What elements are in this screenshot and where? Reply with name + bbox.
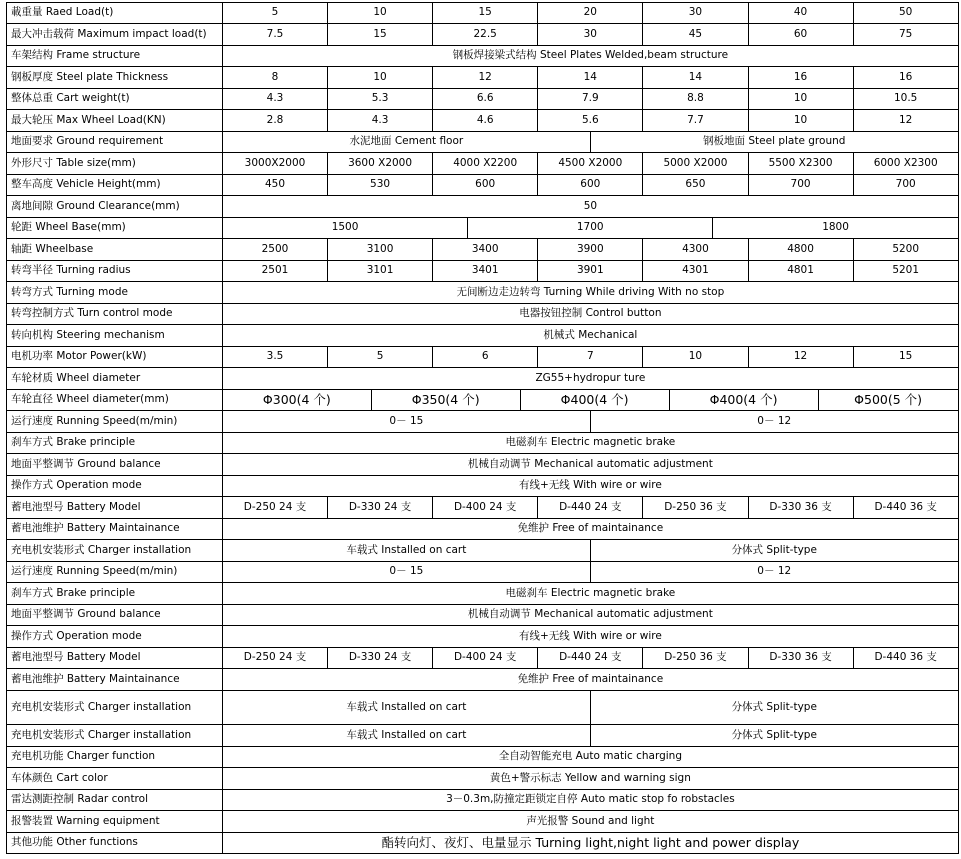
spec-value-cell: 2501 xyxy=(223,261,328,282)
spec-row-label: 轮距 Wheel Base(mm) xyxy=(7,218,223,239)
spec-value-cell: 7.5 xyxy=(223,24,328,46)
spec-row xyxy=(7,669,959,691)
spec-value-cell: 45 xyxy=(643,24,748,46)
spec-row-label: 充电机安装形式 Charger installation xyxy=(7,725,223,747)
spec-row-label: 转弯控制方式 Turn control mode xyxy=(7,304,223,325)
spec-value-cell: D-330 24 支 xyxy=(328,497,433,519)
spec-value-cell: 1700 xyxy=(468,218,713,239)
spec-value-cell: 钢板地面 Steel plate ground xyxy=(590,132,958,153)
spec-value-cell: 5.3 xyxy=(328,89,433,110)
spec-value-cell: 3－0.3m,防撞定距锁定自停 Auto matic stop fo robstacles xyxy=(223,790,959,811)
spec-value-cell: 30 xyxy=(643,3,748,24)
spec-value-cell: Φ500(5 个) xyxy=(818,390,958,411)
spec-row xyxy=(7,433,959,454)
spec-row xyxy=(7,325,959,347)
spec-value-cell: ZG55+hydropur ture xyxy=(223,368,959,390)
spec-value-cell: 分体式 Split-type xyxy=(590,540,958,562)
spec-value-cell: 20 xyxy=(538,3,643,24)
specification-table-body xyxy=(7,3,959,854)
spec-row xyxy=(7,261,959,282)
spec-value-cell: 8.8 xyxy=(643,89,748,110)
spec-value-cell: D-330 24 支 xyxy=(328,648,433,669)
spec-row-label: 运行速度 Running Speed(m/min) xyxy=(7,411,223,433)
spec-row-label: 车轮材质 Wheel diameter xyxy=(7,368,223,390)
spec-value-cell: 4000 X2200 xyxy=(433,153,538,175)
spec-value-cell: 10 xyxy=(328,67,433,89)
spec-value-cell: 0－ 12 xyxy=(590,411,958,433)
spec-row xyxy=(7,497,959,519)
spec-value-cell: 电器按钮控制 Control button xyxy=(223,304,959,325)
spec-row-label: 充电机安装形式 Charger installation xyxy=(7,540,223,562)
spec-value-cell: 电磁刹车 Electric magnetic brake xyxy=(223,433,959,454)
spec-value-cell: 22.5 xyxy=(433,24,538,46)
spec-row-label: 报警装置 Warning equipment xyxy=(7,811,223,833)
spec-row xyxy=(7,411,959,433)
spec-row-label: 蓄电池型号 Battery Model xyxy=(7,497,223,519)
spec-row xyxy=(7,46,959,67)
spec-value-cell: 15 xyxy=(433,3,538,24)
spec-row xyxy=(7,648,959,669)
spec-row-label: 最大轮压 Max Wheel Load(KN) xyxy=(7,110,223,132)
spec-row xyxy=(7,768,959,790)
spec-value-cell: 3101 xyxy=(328,261,433,282)
spec-value-cell: 6.6 xyxy=(433,89,538,110)
spec-value-cell: 10.5 xyxy=(853,89,958,110)
spec-row-label: 运行速度 Running Speed(m/min) xyxy=(7,562,223,583)
spec-row xyxy=(7,454,959,476)
spec-row xyxy=(7,196,959,218)
spec-value-cell: 黄色+警示标志 Yellow and warning sign xyxy=(223,768,959,790)
spec-value-cell: 3400 xyxy=(433,239,538,261)
spec-value-cell: 650 xyxy=(643,175,748,196)
spec-value-cell: 5000 X2000 xyxy=(643,153,748,175)
spec-value-cell: 15 xyxy=(853,347,958,368)
spec-value-cell: D-440 36 支 xyxy=(853,648,958,669)
spec-row xyxy=(7,153,959,175)
spec-value-cell: 4.3 xyxy=(223,89,328,110)
spec-row-label: 充电机功能 Charger function xyxy=(7,747,223,768)
spec-value-cell: 530 xyxy=(328,175,433,196)
spec-row xyxy=(7,218,959,239)
spec-value-cell: 12 xyxy=(433,67,538,89)
spec-row xyxy=(7,110,959,132)
spec-value-cell: 3.5 xyxy=(223,347,328,368)
spec-row xyxy=(7,132,959,153)
spec-row-label: 最大冲击载荷 Maximum impact load(t) xyxy=(7,24,223,46)
spec-value-cell: 5201 xyxy=(853,261,958,282)
spec-value-cell: 无间断边走边转弯 Turning While driving With no stop xyxy=(223,282,959,304)
spec-value-cell: 车载式 Installed on cart xyxy=(223,691,591,725)
spec-value-cell: 4301 xyxy=(643,261,748,282)
spec-value-cell: 4500 X2000 xyxy=(538,153,643,175)
spec-value-cell: 有线+无线 With wire or wire xyxy=(223,476,959,497)
spec-value-cell: 机械式 Mechanical xyxy=(223,325,959,347)
spec-value-cell: 3900 xyxy=(538,239,643,261)
spec-row xyxy=(7,89,959,110)
spec-row-label: 整体总重 Cart weight(t) xyxy=(7,89,223,110)
spec-row xyxy=(7,3,959,24)
spec-row-label: 載重量 Raed Load(t) xyxy=(7,3,223,24)
spec-row-label: 蓄电池维护 Battery Maintainance xyxy=(7,519,223,540)
spec-value-cell: 40 xyxy=(748,3,853,24)
spec-value-cell: 7 xyxy=(538,347,643,368)
spec-value-cell: 4.6 xyxy=(433,110,538,132)
spec-row xyxy=(7,562,959,583)
spec-value-cell: 3401 xyxy=(433,261,538,282)
spec-row-label: 刹车方式 Brake principle xyxy=(7,433,223,454)
spec-value-cell: 水泥地面 Cement floor xyxy=(223,132,591,153)
spec-value-cell: 50 xyxy=(853,3,958,24)
spec-row-label: 轴距 Wheelbase xyxy=(7,239,223,261)
spec-row-label: 整车高度 Vehicle Height(mm) xyxy=(7,175,223,196)
spec-row-label: 刹车方式 Brake principle xyxy=(7,583,223,605)
spec-value-cell: 0－ 12 xyxy=(590,562,958,583)
spec-value-cell: D-250 24 支 xyxy=(223,648,328,669)
spec-value-cell: 1800 xyxy=(713,218,958,239)
spec-row-label: 蓄电池型号 Battery Model xyxy=(7,648,223,669)
spec-row-label: 外形尺寸 Table size(mm) xyxy=(7,153,223,175)
spec-value-cell: 75 xyxy=(853,24,958,46)
spec-value-cell: 6 xyxy=(433,347,538,368)
spec-value-cell: 15 xyxy=(328,24,433,46)
spec-row xyxy=(7,583,959,605)
spec-row-label: 雷达测距控制 Radar control xyxy=(7,790,223,811)
spec-value-cell: 分体式 Split-type xyxy=(590,691,958,725)
spec-value-cell: D-440 24 支 xyxy=(538,648,643,669)
spec-value-cell: 机械自动调节 Mechanical automatic adjustment xyxy=(223,605,959,626)
spec-row xyxy=(7,239,959,261)
spec-value-cell: D-330 36 支 xyxy=(748,648,853,669)
spec-value-cell: 酯转向灯、夜灯、电量显示 Turning light,night light and power display xyxy=(223,833,959,854)
spec-value-cell: 0－ 15 xyxy=(223,562,591,583)
spec-value-cell: 2500 xyxy=(223,239,328,261)
spec-value-cell: 5 xyxy=(223,3,328,24)
spec-row-label: 车体颜色 Cart color xyxy=(7,768,223,790)
spec-value-cell: 10 xyxy=(328,3,433,24)
spec-value-cell: 5500 X2300 xyxy=(748,153,853,175)
spec-row xyxy=(7,811,959,833)
spec-row xyxy=(7,282,959,304)
spec-row xyxy=(7,476,959,497)
spec-value-cell: 3901 xyxy=(538,261,643,282)
spec-value-cell: 60 xyxy=(748,24,853,46)
spec-value-cell: D-400 24 支 xyxy=(433,648,538,669)
spec-value-cell: 0－ 15 xyxy=(223,411,591,433)
spec-row xyxy=(7,304,959,325)
spec-value-cell: 4801 xyxy=(748,261,853,282)
spec-row xyxy=(7,390,959,411)
spec-value-cell: 3100 xyxy=(328,239,433,261)
spec-value-cell: 50 xyxy=(223,196,959,218)
spec-value-cell: 3000X2000 xyxy=(223,153,328,175)
spec-value-cell: 5 xyxy=(328,347,433,368)
spec-value-cell: 电磁刹车 Electric magnetic brake xyxy=(223,583,959,605)
spec-value-cell: 10 xyxy=(748,89,853,110)
spec-value-cell: 4800 xyxy=(748,239,853,261)
spec-value-cell: 车载式 Installed on cart xyxy=(223,725,591,747)
spec-row xyxy=(7,368,959,390)
spec-value-cell: 5.6 xyxy=(538,110,643,132)
spec-value-cell: 12 xyxy=(853,110,958,132)
spec-row xyxy=(7,347,959,368)
spec-row-label: 其他功能 Other functions xyxy=(7,833,223,854)
spec-row-label: 操作方式 Operation mode xyxy=(7,476,223,497)
spec-value-cell: 8 xyxy=(223,67,328,89)
spec-value-cell: 14 xyxy=(643,67,748,89)
spec-value-cell: 有线+无线 With wire or wire xyxy=(223,626,959,648)
spec-row-label: 转弯半径 Turning radius xyxy=(7,261,223,282)
spec-value-cell: D-330 36 支 xyxy=(748,497,853,519)
spec-row xyxy=(7,691,959,725)
spec-value-cell: D-250 24 支 xyxy=(223,497,328,519)
spec-value-cell: D-250 36 支 xyxy=(643,497,748,519)
spec-row xyxy=(7,175,959,196)
spec-value-cell: 4300 xyxy=(643,239,748,261)
spec-value-cell: 钢板焊接梁式结构 Steel Plates Welded,beam structure xyxy=(223,46,959,67)
spec-value-cell: 车载式 Installed on cart xyxy=(223,540,591,562)
spec-value-cell: 14 xyxy=(538,67,643,89)
spec-value-cell: Φ400(4 个) xyxy=(520,390,669,411)
spec-row xyxy=(7,833,959,854)
spec-value-cell: 600 xyxy=(538,175,643,196)
spec-value-cell: 声光报警 Sound and light xyxy=(223,811,959,833)
spec-value-cell: 6000 X2300 xyxy=(853,153,958,175)
spec-value-cell: D-440 36 支 xyxy=(853,497,958,519)
spec-value-cell: 机械自动调节 Mechanical automatic adjustment xyxy=(223,454,959,476)
spec-value-cell: D-250 36 支 xyxy=(643,648,748,669)
spec-value-cell: 全自动智能充电 Auto matic charging xyxy=(223,747,959,768)
spec-row-label: 电机功率 Motor Power(kW) xyxy=(7,347,223,368)
spec-value-cell: Φ300(4 个) xyxy=(223,390,372,411)
spec-row xyxy=(7,24,959,46)
spec-value-cell: 5200 xyxy=(853,239,958,261)
spec-value-cell: 4.3 xyxy=(328,110,433,132)
spec-row-label: 蓄电池维护 Battery Maintainance xyxy=(7,669,223,691)
spec-value-cell: D-440 24 支 xyxy=(538,497,643,519)
spec-row-label: 地面平整调节 Ground balance xyxy=(7,605,223,626)
spec-value-cell: 30 xyxy=(538,24,643,46)
spec-row xyxy=(7,725,959,747)
spec-value-cell: 1500 xyxy=(223,218,468,239)
spec-value-cell: 12 xyxy=(748,347,853,368)
spec-row-label: 车架结构 Frame structure xyxy=(7,46,223,67)
spec-row xyxy=(7,790,959,811)
spec-value-cell: 10 xyxy=(643,347,748,368)
spec-value-cell: 450 xyxy=(223,175,328,196)
spec-row-label: 钢板厚度 Steel plate Thickness xyxy=(7,67,223,89)
spec-row-label: 车轮直径 Wheel diameter(mm) xyxy=(7,390,223,411)
spec-value-cell: 600 xyxy=(433,175,538,196)
spec-row-label: 操作方式 Operation mode xyxy=(7,626,223,648)
spec-value-cell: 分体式 Split-type xyxy=(590,725,958,747)
spec-row xyxy=(7,626,959,648)
spec-row-label: 地面平整调节 Ground balance xyxy=(7,454,223,476)
spec-value-cell: 免维护 Free of maintainance xyxy=(223,669,959,691)
spec-value-cell: 3600 X2000 xyxy=(328,153,433,175)
spec-value-cell: 2.8 xyxy=(223,110,328,132)
spec-row xyxy=(7,540,959,562)
spec-value-cell: Φ350(4 个) xyxy=(371,390,520,411)
spec-row xyxy=(7,67,959,89)
spec-value-cell: 免维护 Free of maintainance xyxy=(223,519,959,540)
spec-row-label: 地面要求 Ground requirement xyxy=(7,132,223,153)
spec-value-cell: D-400 24 支 xyxy=(433,497,538,519)
spec-row-label: 离地间隙 Ground Clearance(mm) xyxy=(7,196,223,218)
spec-row xyxy=(7,747,959,768)
spec-value-cell: Φ400(4 个) xyxy=(669,390,818,411)
spec-row-label: 充电机安装形式 Charger installation xyxy=(7,691,223,725)
spec-value-cell: 700 xyxy=(748,175,853,196)
spec-value-cell: 10 xyxy=(748,110,853,132)
spec-value-cell: 16 xyxy=(748,67,853,89)
spec-row xyxy=(7,519,959,540)
spec-value-cell: 700 xyxy=(853,175,958,196)
spec-row-label: 转弯方式 Turning mode xyxy=(7,282,223,304)
spec-row-label: 转向机构 Steering mechanism xyxy=(7,325,223,347)
spec-value-cell: 7.9 xyxy=(538,89,643,110)
spec-row xyxy=(7,605,959,626)
spec-value-cell: 7.7 xyxy=(643,110,748,132)
specification-table xyxy=(6,2,959,854)
spec-value-cell: 16 xyxy=(853,67,958,89)
